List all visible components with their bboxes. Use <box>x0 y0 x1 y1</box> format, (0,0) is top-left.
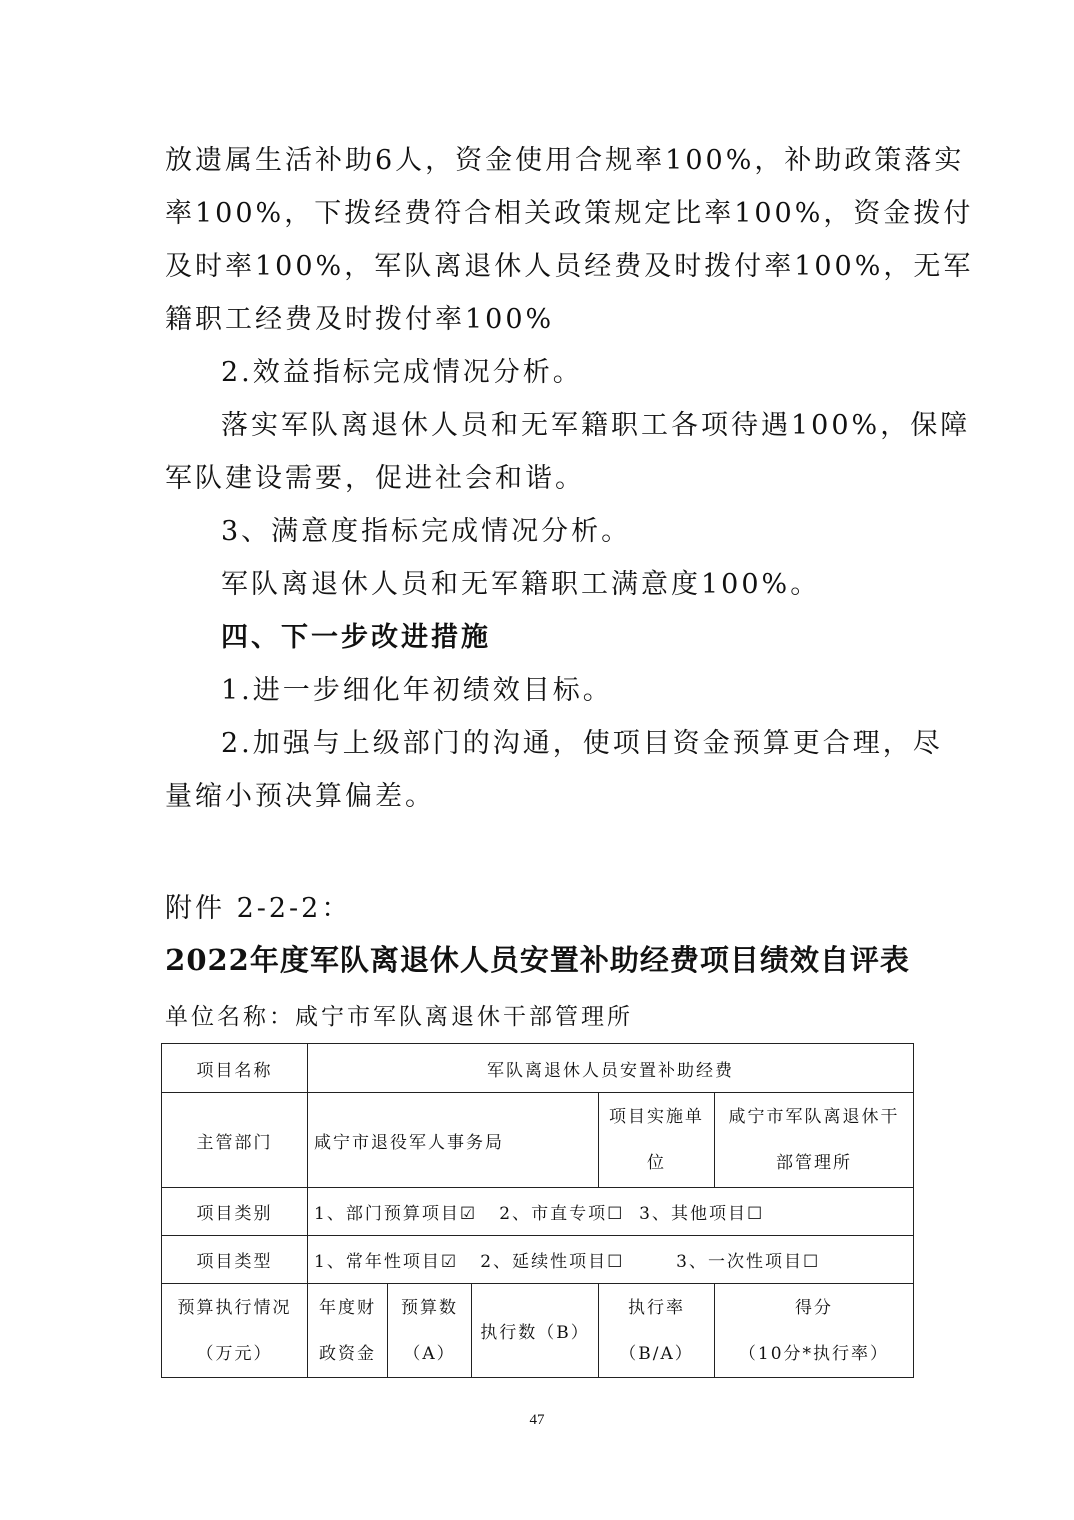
cell-line: 年度财 <box>319 1297 376 1318</box>
paragraph-line: 军队离退休人员和无军籍职工满意度100%。 <box>221 569 821 600</box>
cell-line: 政资金 <box>319 1343 376 1364</box>
table-row <box>162 1236 914 1284</box>
table-cell-value <box>715 1093 914 1188</box>
cell-line: 得分 <box>795 1297 833 1318</box>
section-title: 2.效益指标完成情况分析。 <box>221 357 583 388</box>
cell-line: 执行率 <box>628 1297 685 1318</box>
section-title: 3、满意度指标完成情况分析。 <box>221 516 632 547</box>
cell-line: 项目实施单 <box>609 1107 704 1127</box>
cell-line: （10分*执行率） <box>738 1343 890 1364</box>
cell-line: （B/A） <box>619 1343 694 1364</box>
paragraph-line: 籍职工经费及时拨付率100% <box>165 304 555 335</box>
cell-line: 咸宁市军队离退休干 <box>728 1107 900 1127</box>
table-cell-header <box>715 1284 914 1378</box>
table-cell-header <box>308 1284 388 1378</box>
cell-line: 预算数 <box>401 1297 458 1318</box>
main-text <box>165 134 974 823</box>
table-cell-label: 项目类型 <box>162 1236 308 1284</box>
table-cell-value: 1、常年性项目☑ 2、延续性项目☐ 3、一次性项目☐ <box>308 1236 914 1284</box>
cell-line: 部管理所 <box>776 1153 852 1173</box>
table-cell-value: 军队离退休人员安置补助经费 <box>308 1044 914 1093</box>
paragraph-line: 及时率100%，军队离退休人员经费及时拨付率100%，无军 <box>165 251 974 282</box>
table-row <box>162 1188 914 1236</box>
page-number: 47 <box>529 1412 545 1428</box>
table-cell-value: 1、部门预算项目☑ 2、市直专项☐ 3、其他项目☐ <box>308 1188 914 1236</box>
paragraph-line: 1.进一步细化年初绩效目标。 <box>221 675 613 706</box>
table-row <box>162 1284 914 1378</box>
table-cell-label: 主管部门 <box>162 1093 308 1188</box>
paragraph-line: 量缩小预决算偏差。 <box>165 781 435 812</box>
evaluation-table <box>161 1043 914 1378</box>
attachment-label: 附件 2-2-2： <box>165 893 352 924</box>
paragraph-line: 军队建设需要，促进社会和谐。 <box>165 463 585 494</box>
table-cell-header <box>599 1284 715 1378</box>
table-cell-value: 咸宁市退役军人事务局 <box>308 1093 599 1188</box>
cell-line: （A） <box>403 1343 456 1364</box>
paragraph-line: 率100%，下拨经费符合相关政策规定比率100%，资金拨付 <box>165 198 974 229</box>
unit-name: 单位名称：咸宁市军队离退休干部管理所 <box>165 1004 633 1030</box>
paragraph-line: 2.加强与上级部门的沟通，使项目资金预算更合理，尽 <box>221 728 943 759</box>
table-cell-label <box>599 1093 715 1188</box>
cell-line: 位 <box>647 1153 666 1173</box>
table-cell-label: 项目类别 <box>162 1188 308 1236</box>
table-cell-label <box>162 1284 308 1378</box>
table-cell-header <box>388 1284 472 1378</box>
section-heading: 四、下一步改进措施 <box>221 622 491 653</box>
table-cell-label: 项目名称 <box>162 1044 308 1093</box>
table-row <box>162 1093 914 1188</box>
paragraph-line: 放遗属生活补助6人，资金使用合规率100%，补助政策落实 <box>165 145 965 176</box>
cell-line: 预算执行情况 <box>177 1297 292 1318</box>
table-title: 2022年度军队离退休人员安置补助经费项目绩效自评表 <box>165 943 910 977</box>
cell-line: （万元） <box>196 1343 273 1364</box>
table-cell-header: 执行数（B） <box>472 1284 599 1378</box>
paragraph-line: 落实军队离退休人员和无军籍职工各项待遇100%，保障 <box>221 410 971 441</box>
table-row <box>162 1044 914 1093</box>
